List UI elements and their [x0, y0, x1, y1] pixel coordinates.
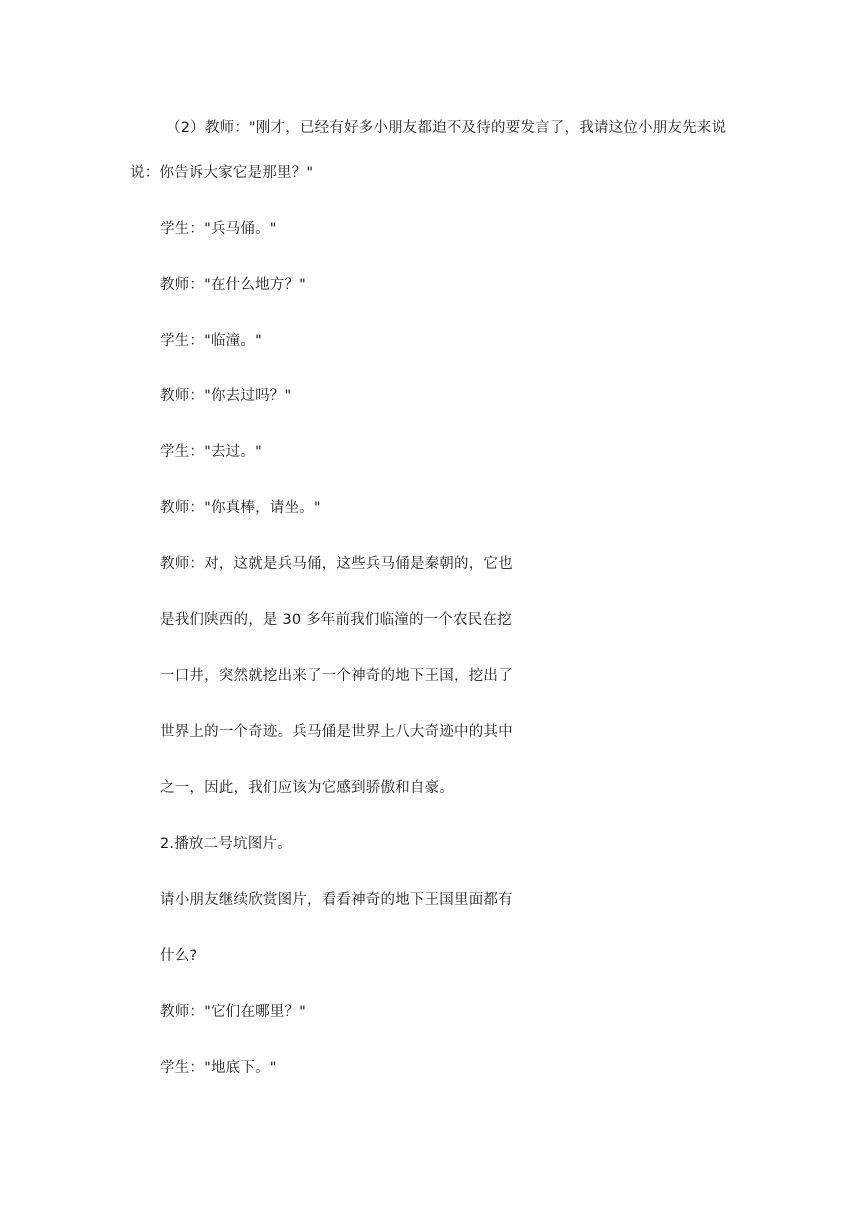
intro-line-2: 说：你告诉大家它是那里？" [130, 165, 314, 181]
dialogue-line: 教师："它们在哪里？" [160, 1004, 307, 1020]
section-heading-line: 2.播放二号坑图片。 [160, 836, 292, 852]
dialogue-line: 学生："兵马俑。" [160, 221, 277, 237]
dialogue-line: 教师："你真棒，请坐。" [160, 500, 321, 516]
body-text-line: 之一，因此，我们应该为它感到骄傲和自豪。 [160, 780, 454, 796]
body-text-line: 教师：对，这就是兵马俑，这些兵马俑是秦朝的，它也 [160, 556, 513, 572]
body-text-line: 什么? [160, 948, 198, 964]
body-text-line: 一口井，突然就挖出来了一个神奇的地下王国，挖出了 [160, 668, 513, 684]
body-text-line: 是我们陕西的，是 30 多年前我们临潼的一个农民在挖 [160, 612, 512, 628]
dialogue-line: 教师："你去过吗？" [160, 388, 292, 404]
dialogue-line: 教师："在什么地方？" [160, 277, 307, 293]
dialogue-line: 学生："地底下。" [160, 1060, 277, 1076]
dialogue-line: 学生："去过。" [160, 444, 262, 460]
dialogue-line: 学生："临潼。" [160, 333, 262, 349]
body-text-line: 请小朋友继续欣赏图片，看看神奇的地下王国里面都有 [160, 892, 513, 908]
body-text-line: 世界上的一个奇迹。兵马俑是世界上八大奇迹中的其中 [160, 724, 513, 740]
intro-line-1: （2）教师："刚才，已经有好多小朋友都迫不及待的要发言了，我请这位小朋友先来说 [166, 120, 727, 136]
